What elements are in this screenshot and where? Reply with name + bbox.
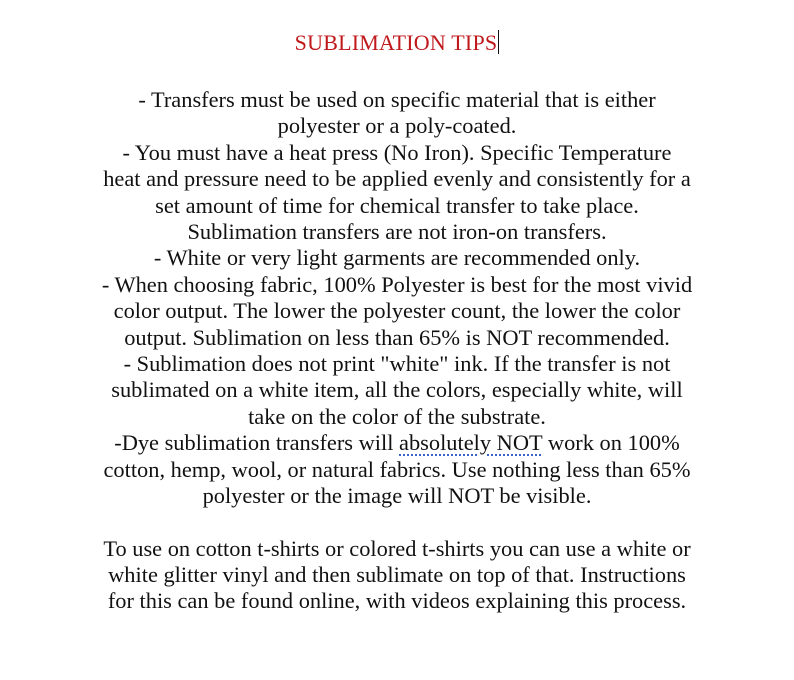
text-line: - Sublimation does not print "white" ink. If the transfer is not xyxy=(123,351,671,377)
document-title[interactable]: SUBLIMATION TIPS xyxy=(294,30,498,55)
text-line: - You must have a heat press (No Iron). Specific Temperature xyxy=(122,139,672,165)
text-line: - Transfers must be used on specific material that is either xyxy=(138,87,656,112)
text-line: output. Sublimation on less than 65% is NOT recommended. xyxy=(124,324,670,350)
text-line: - When choosing fabric, 100% Polyester is best for the most vivid xyxy=(101,271,693,297)
text-line: polyester or the image will NOT be visible. xyxy=(202,483,592,509)
text-line: polyester or a poly-coated. xyxy=(277,113,517,139)
dye-line-start: -Dye sublimation transfers will xyxy=(114,430,400,456)
text-line: heat and pressure need to be applied evenly and consistently for a xyxy=(103,166,691,192)
text-line: color output. The lower the polyester count, the lower the color xyxy=(113,298,681,324)
closing-line: white glitter vinyl and then sublimate on top of that. Instructions xyxy=(108,561,686,587)
tips-body[interactable] xyxy=(0,87,794,615)
text-line: cotton, hemp, wool, or natural fabrics. Use nothing less than 65% xyxy=(103,456,691,482)
paragraph-spacer xyxy=(0,510,794,536)
dye-sublimation-line xyxy=(0,430,794,456)
closing-line: for this can be found online, with videos explaining this process. xyxy=(107,588,687,614)
text-line: - White or very light garments are recommended only. xyxy=(153,245,641,271)
dye-line-end: work on 100% xyxy=(542,430,680,456)
text-line: sublimated on a white item, all the colors, especially white, will xyxy=(111,377,683,403)
grammar-flagged-phrase[interactable]: absolutely NOT xyxy=(399,430,543,456)
text-cursor xyxy=(498,30,499,54)
text-line: set amount of time for chemical transfer to take place. xyxy=(155,192,639,218)
closing-line: To use on cotton t-shirts or colored t-shirts you can use a white or xyxy=(103,535,691,561)
title-line[interactable] xyxy=(0,30,794,56)
text-line: take on the color of the substrate. xyxy=(248,403,546,429)
text-line: Sublimation transfers are not iron-on transfers. xyxy=(187,219,607,245)
